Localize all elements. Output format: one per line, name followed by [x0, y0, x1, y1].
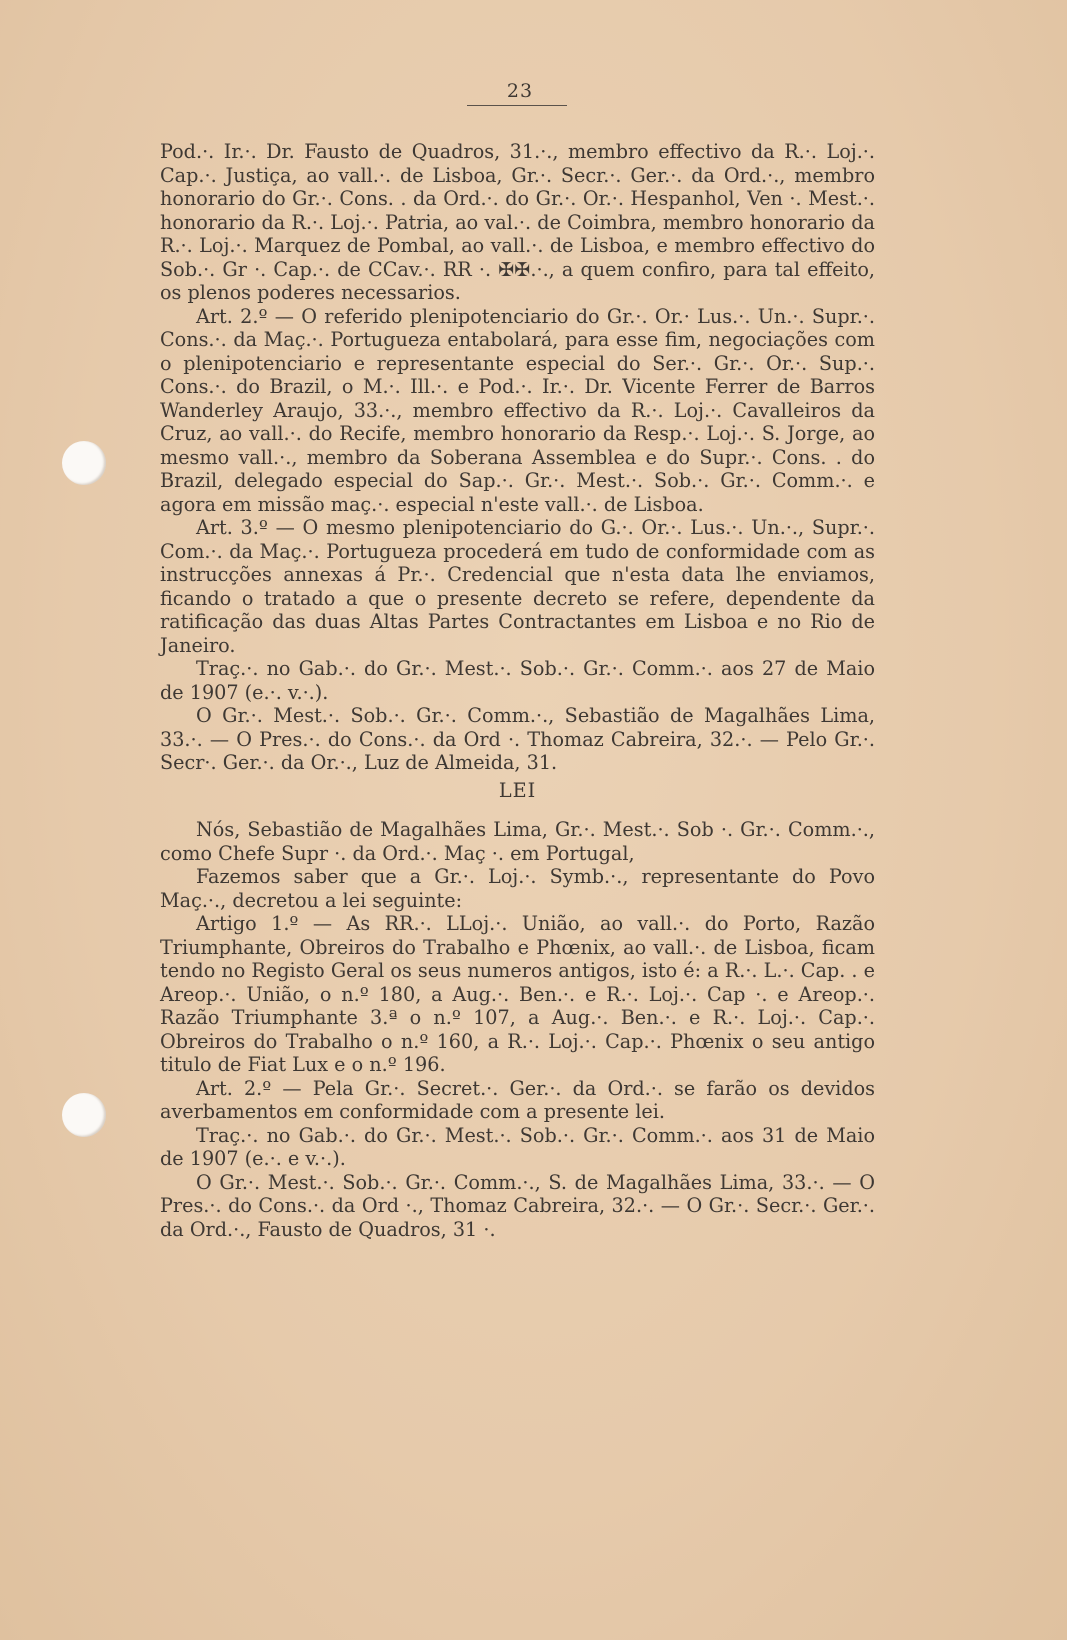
paragraph: Art. 2.º — Pela Gr.·. Secret.·. Ger.·. da Ord.·. se farão os devidos averbamentos em conformidade com a presente lei. — [160, 1076, 875, 1123]
punch-hole — [62, 1093, 106, 1137]
paragraph: O Gr.·. Mest.·. Sob.·. Gr.·. Comm.·., S. de Magalhães Lima, 33.·. — O Pres.·. do Cons.·. da Ord ·., Thomaz Cabreira, 32.·. — O Gr.·. Secr.·. Ger.·. da Ord.·., Fausto de Quadros, 31 ·. — [160, 1170, 875, 1241]
page-number: 23 — [506, 80, 534, 102]
paragraph: O Gr.·. Mest.·. Sob.·. Gr.·. Comm.·., Sebastião de Magalhães Lima, 33.·. — O Pres.·. do Cons.·. da Ord ·. Thomaz Cabreira, 32.·. — Pelo Gr.·. Secr·. Ger.·. da Or.·., Luz de Almeida, 31. — [160, 704, 875, 774]
paragraph: Pod.·. Ir.·. Dr. Fausto de Quadros, 31.·., membro effectivo da R.·. Loj.·. Cap.·. Justiça, ao vall.·. de Lisboa, Gr.·. Secr.·. Ger.·. da Ord.·., membro honorario do Gr.·. Cons. . da Ord.·. do Gr.·. Or.·. Hespanhol, Ven ·. Mest.·. honorario da R.·. Loj.·. Patria, ao val.·. de Coimbra, membro honorario da R.·. Loj.·. Marquez de Pombal, ao vall.·. de Lisboa, e membro effectivo do Sob.·. Gr ·. Cap.·. de CCav.·. RR ·. ✠✠.·., a quem confiro, para tal effeito, os plenos poderes necessarios. — [160, 140, 875, 304]
header-rule — [467, 105, 567, 106]
punch-hole — [62, 441, 106, 485]
paragraph: Fazemos saber que a Gr.·. Loj.·. Symb.·., representante do Povo Maç.·., decretou a lei seguinte: — [160, 865, 875, 912]
paragraph: Traç.·. no Gab.·. do Gr.·. Mest.·. Sob.·. Gr.·. Comm.·. aos 31 de Maio de 1907 (e.·. e v.·.). — [160, 1123, 875, 1170]
paragraph: Artigo 1.º — As RR.·. LLoj.·. União, ao vall.·. do Porto, Razão Triumphante, Obreiros do Trabalho e Phœnix, ao vall.·. de Lisboa, ficam tendo no Registo Geral os seus numeros antigos, isto é: a R.·. L.·. Cap. . e Areop.·. União, o n.º 180, a Aug.·. Ben.·. e R.·. Loj.·. Cap ·. e Areop.·. Razão Triumphante 3.ª o n.º 107, a Aug.·. Ben.·. e R.·. Loj.·. Cap.·. Obreiros do Trabalho o n.º 160, a R.·. Loj.·. Cap.·. Phœnix o seu antigo titulo de Fiat Lux e o n.º 196. — [160, 912, 875, 1076]
paragraph: Traç.·. no Gab.·. do Gr.·. Mest.·. Sob.·. Gr.·. Comm.·. aos 27 de Maio de 1907 (e.·. v.·.). — [160, 657, 875, 704]
paragraph: Nós, Sebastião de Magalhães Lima, Gr.·. Mest.·. Sob ·. Gr.·. Comm.·., como Chefe Supr ·. da Ord.·. Maç ·. em Portugal, — [160, 818, 875, 865]
paragraph: Art. 3.º — O mesmo plenipotenciario do G.·. Or.·. Lus.·. Un.·., Supr.·. Com.·. da Maç.·. Portugueza procederá em tudo de conformidade com as instrucções annexas á Pr.·. Credencial que n'esta data lhe enviamos, ficando o tratado a que o presente decreto se refere, dependente da ratificação das duas Altas Partes Contractantes em Lisboa e no Rio de Janeiro. — [160, 516, 875, 657]
body-text — [160, 140, 875, 1241]
paragraph: Art. 2.º — O referido plenipotenciario do Gr.·. Or.· Lus.·. Un.·. Supr.·. Cons.·. da Maç.·. Portugueza entabolará, para esse fim, negociações com o plenipotenciario e representante especial do Ser.·. Gr.·. Or.·. Sup.·. Cons.·. do Brazil, o M.·. Ill.·. e Pod.·. Ir.·. Dr. Vicente Ferrer de Barros Wanderley Araujo, 33.·., membro effectivo da R.·. Loj.·. Cavalleiros da Cruz, ao vall.·. do Recife, membro honorario da Resp.·. Loj.·. S. Jorge, ao mesmo vall.·., membro da Soberana Assemblea e do Supr.·. Cons. . do Brazil, delegado especial do Sap.·. Gr.·. Mest.·. Sob.·. Gr.·. Comm.·. e agora em missão maç.·. especial n'este vall.·. de Lisboa. — [160, 304, 875, 516]
section-heading: LEI — [498, 778, 537, 802]
